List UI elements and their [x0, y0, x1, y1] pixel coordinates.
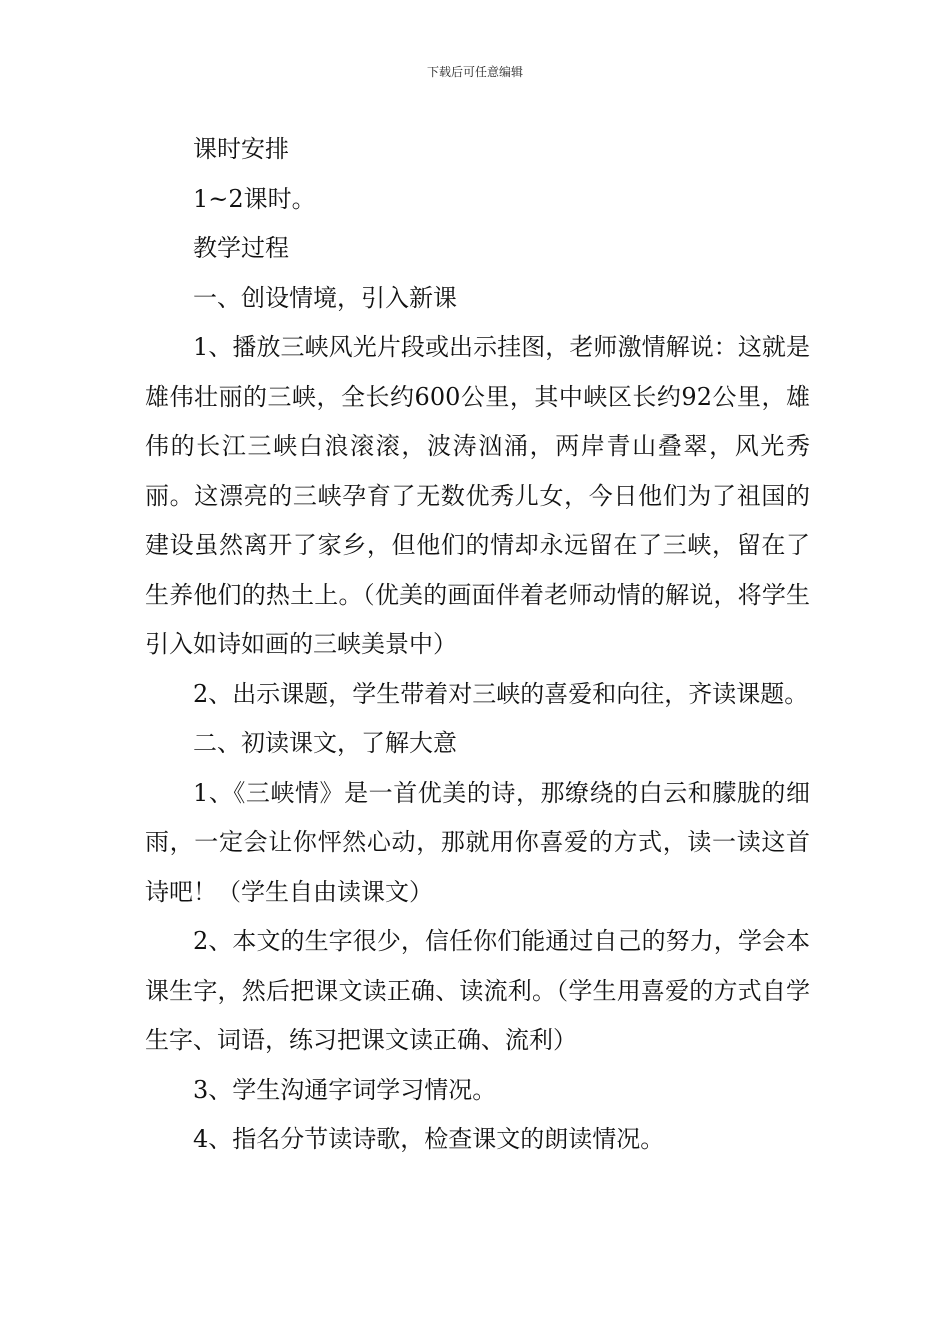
paragraph-1-2: 2、出示课题，学生带着对三峡的喜爱和向往，齐读课题。 — [193, 679, 809, 708]
heading-teaching-process: 教学过程 — [193, 234, 289, 262]
heading-lesson-schedule: 课时安排 — [193, 135, 289, 163]
document-body — [145, 125, 810, 1165]
paragraph-2-1: 1、《三峡情》是一首优美的诗，那缭绕的白云和朦胧的细雨，一定会让你怦然心动，那就用你喜爱的方式，读一读这首诗吧！（学生自由读课文） — [145, 778, 810, 906]
page-header-note: 下载后可任意编辑 — [426, 65, 523, 79]
paragraph-1-1: 1、播放三峡风光片段或出示挂图，老师激情解说：这就是雄伟壮丽的三峡，全长约600公里，其中峡区长约92公里，雄伟的长江三峡白浪滚滚，波涛汹涌，两岸青山叠翠，风光秀丽。这漂亮的三峡孕育了无数优秀儿女，今日他们为了祖国的建设虽然离开了家乡，但他们的情却永远留在了三峡，留在了生养他们的热土上。（优美的画面伴着老师动情的解说，将学生引入如诗如画的三峡美景中） — [145, 333, 810, 658]
paragraph-2-3: 3、学生沟通字词学习情况。 — [193, 1075, 497, 1104]
paragraph-2-2: 2、本文的生字很少，信任你们能通过自己的努力，学会本课生字，然后把课文读正确、读流利。（学生用喜爱的方式自学生字、词语，练习把课文读正确、流利） — [145, 927, 810, 1054]
section-heading-1: 一、创设情境，引入新课 — [193, 283, 457, 312]
section-heading-2: 二、初读课文，了解大意 — [193, 729, 457, 757]
lesson-hours: 1~2课时。 — [193, 184, 316, 213]
paragraph-2-4: 4、指名分节读诗歌，检查课文的朗读情况。 — [193, 1125, 665, 1153]
